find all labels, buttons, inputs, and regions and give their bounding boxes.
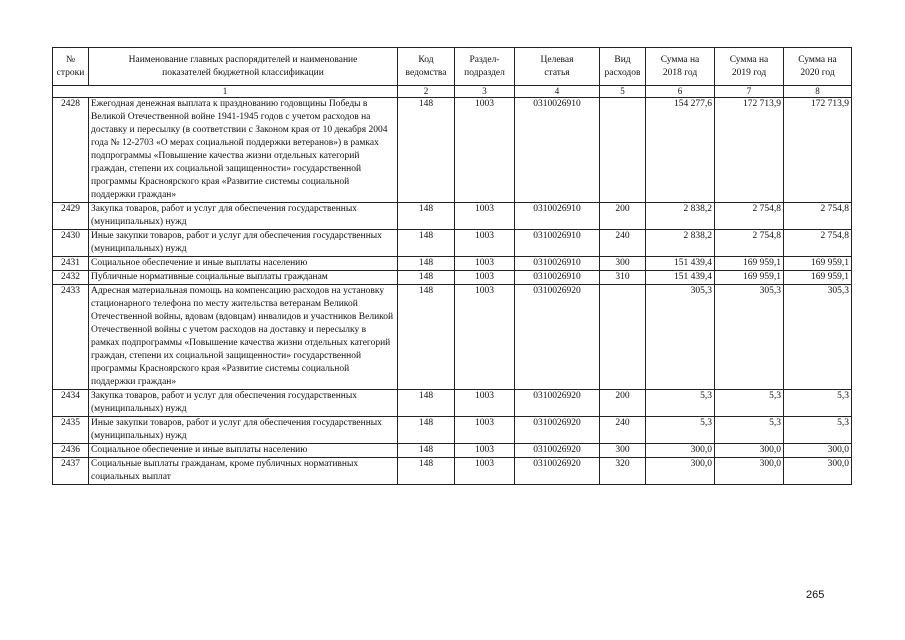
row-sum-2018: 151 439,4 — [646, 271, 715, 285]
column-number: 1 — [53, 86, 398, 98]
row-dept-code: 148 — [398, 98, 455, 203]
row-dept-code: 148 — [398, 285, 455, 390]
header-sum-2020 — [784, 48, 852, 86]
row-target: 0310026920 — [515, 444, 600, 458]
row-section: 1003 — [455, 257, 515, 271]
row-kind: 300 — [600, 257, 646, 271]
row-number: 2435 — [53, 417, 89, 444]
row-name: Публичные нормативные социальные выплаты гражданам — [89, 271, 398, 285]
row-dept-code: 148 — [398, 257, 455, 271]
header-text: ведомства — [405, 67, 447, 78]
header-text: Код — [418, 54, 434, 65]
row-number: 2428 — [53, 98, 89, 203]
row-sum-2020: 300,0 — [784, 458, 852, 485]
row-kind: 240 — [600, 230, 646, 257]
row-kind: 310 — [600, 271, 646, 285]
header-text: подраздел — [464, 67, 505, 78]
row-sum-2018: 2 838,2 — [646, 230, 715, 257]
column-number: 7 — [715, 86, 784, 98]
row-sum-2018: 300,0 — [646, 458, 715, 485]
table-row — [53, 203, 852, 230]
column-number: 8 — [784, 86, 852, 98]
row-sum-2020: 300,0 — [784, 444, 852, 458]
header-dept-code — [398, 48, 455, 86]
table-row — [53, 444, 852, 458]
row-number: 2429 — [53, 203, 89, 230]
header-text: статья — [544, 67, 570, 78]
header-name — [89, 48, 398, 86]
row-number: 2437 — [53, 458, 89, 485]
row-name: Социальное обеспечение и иные выплаты населению — [89, 257, 398, 271]
row-sum-2018: 154 277,6 — [646, 98, 715, 203]
budget-table — [52, 47, 852, 485]
row-sum-2018: 305,3 — [646, 285, 715, 390]
header-target — [515, 48, 600, 86]
row-sum-2020: 5,3 — [784, 417, 852, 444]
row-number: 2433 — [53, 285, 89, 390]
row-target: 0310026910 — [515, 230, 600, 257]
row-kind: 320 — [600, 458, 646, 485]
header-text: расходов — [604, 67, 641, 78]
header-text: показателей бюджетной классификации — [162, 67, 324, 78]
row-section: 1003 — [455, 271, 515, 285]
column-number: 2 — [398, 86, 455, 98]
row-sum-2019: 169 959,1 — [715, 271, 784, 285]
row-section: 1003 — [455, 230, 515, 257]
row-sum-2020: 2 754,8 — [784, 230, 852, 257]
header-row — [53, 48, 852, 86]
row-number: 2430 — [53, 230, 89, 257]
header-row-number — [53, 48, 89, 86]
row-section: 1003 — [455, 203, 515, 230]
row-dept-code: 148 — [398, 271, 455, 285]
row-name: Иные закупки товаров, работ и услуг для обеспечения государственных (муниципальных) нужд — [89, 230, 398, 257]
table-row — [53, 257, 852, 271]
table-row — [53, 390, 852, 417]
header-text: 2018 год — [662, 67, 698, 78]
row-sum-2018: 300,0 — [646, 444, 715, 458]
row-kind: 300 — [600, 444, 646, 458]
row-sum-2018: 151 439,4 — [646, 257, 715, 271]
row-target: 0310026910 — [515, 203, 600, 230]
table-row — [53, 230, 852, 257]
row-dept-code: 148 — [398, 417, 455, 444]
row-sum-2020: 5,3 — [784, 390, 852, 417]
header-sum-2019 — [715, 48, 784, 86]
row-section: 1003 — [455, 285, 515, 390]
table-row — [53, 98, 852, 203]
row-name: Закупка товаров, работ и услуг для обеспечения государственных (муниципальных) нужд — [89, 390, 398, 417]
row-target: 0310026920 — [515, 458, 600, 485]
row-sum-2020: 2 754,8 — [784, 203, 852, 230]
row-section: 1003 — [455, 417, 515, 444]
row-sum-2019: 5,3 — [715, 390, 784, 417]
row-sum-2018: 5,3 — [646, 417, 715, 444]
header-text: № — [65, 54, 76, 65]
row-number: 2436 — [53, 444, 89, 458]
row-sum-2019: 305,3 — [715, 285, 784, 390]
row-name: Социальные выплаты гражданам, кроме публичных нормативных социальных выплат — [89, 458, 398, 485]
column-number: 3 — [455, 86, 515, 98]
header-text: 2019 год — [731, 67, 767, 78]
row-sum-2019: 300,0 — [715, 444, 784, 458]
header-text: Наименование главных распорядителей и наименование — [128, 54, 358, 65]
header-text: Вид — [614, 54, 631, 65]
row-number: 2432 — [53, 271, 89, 285]
row-target: 0310026910 — [515, 257, 600, 271]
header-text: Сумма на — [729, 54, 769, 65]
row-dept-code: 148 — [398, 203, 455, 230]
row-target: 0310026910 — [515, 98, 600, 203]
table-row — [53, 417, 852, 444]
row-target: 0310026920 — [515, 285, 600, 390]
row-section: 1003 — [455, 98, 515, 203]
row-name: Ежегодная денежная выплата к празднованию годовщины Победы в Великой Отечественной войне 1941-1945 годов с учетом расходов на доставку и пересылку (в соответствии с Законом края от 10 декабря 2004 года № 12-2703 «О мерах социальной поддержки ветеранов») в рамках подпрограммы «Повышение качества жизни отдельных категорий граждан, степени их социальной защищенности» государственной программы Красноярского края «Развитие системы социальной поддержки граждан» — [89, 98, 398, 203]
header-text: Раздел- — [469, 54, 500, 65]
row-sum-2019: 2 754,8 — [715, 203, 784, 230]
column-number: 5 — [600, 86, 646, 98]
table-row — [53, 285, 852, 390]
table-row — [53, 271, 852, 285]
row-sum-2019: 2 754,8 — [715, 230, 784, 257]
table-row — [53, 458, 852, 485]
row-sum-2018: 2 838,2 — [646, 203, 715, 230]
row-sum-2020: 169 959,1 — [784, 257, 852, 271]
row-dept-code: 148 — [398, 458, 455, 485]
page-number: 265 — [806, 589, 825, 601]
row-dept-code: 148 — [398, 390, 455, 417]
row-number: 2431 — [53, 257, 89, 271]
header-section — [455, 48, 515, 86]
column-number: 6 — [646, 86, 715, 98]
row-sum-2019: 169 959,1 — [715, 257, 784, 271]
header-text: строки — [56, 67, 85, 78]
header-text: Сумма на — [660, 54, 700, 65]
column-number: 4 — [515, 86, 600, 98]
row-kind: 240 — [600, 417, 646, 444]
row-dept-code: 148 — [398, 444, 455, 458]
header-text: Сумма на — [798, 54, 837, 65]
header-kind — [600, 48, 646, 86]
header-text: 2020 год — [800, 67, 835, 78]
row-name: Социальное обеспечение и иные выплаты населению — [89, 444, 398, 458]
row-kind: 200 — [600, 203, 646, 230]
row-sum-2019: 172 713,9 — [715, 98, 784, 203]
row-sum-2018: 5,3 — [646, 390, 715, 417]
row-kind — [600, 285, 646, 390]
row-name: Адресная материальная помощь на компенсацию расходов на установку стационарного телефона по месту жительства ветеранам Великой Отечественной войны, вдовам (вдовцам) инвалидов и участников Великой Отечественной войны с учетом расходов на доставку и пересылку в рамках подпрограммы «Повышение качества жизни отдельных категорий граждан, степени их социальной защищенности» государственной программы Красноярского края «Развитие системы социальной поддержки граждан» — [89, 285, 398, 390]
row-dept-code: 148 — [398, 230, 455, 257]
header-sum-2018 — [646, 48, 715, 86]
row-section: 1003 — [455, 444, 515, 458]
row-target: 0310026920 — [515, 417, 600, 444]
header-text: Целевая — [540, 54, 574, 65]
row-sum-2020: 305,3 — [784, 285, 852, 390]
row-target: 0310026910 — [515, 271, 600, 285]
row-kind: 200 — [600, 390, 646, 417]
row-sum-2020: 169 959,1 — [784, 271, 852, 285]
row-section: 1003 — [455, 390, 515, 417]
row-name: Закупка товаров, работ и услуг для обеспечения государственных (муниципальных) нужд — [89, 203, 398, 230]
row-sum-2020: 172 713,9 — [784, 98, 852, 203]
row-target: 0310026920 — [515, 390, 600, 417]
row-kind — [600, 98, 646, 203]
row-sum-2019: 300,0 — [715, 458, 784, 485]
row-name: Иные закупки товаров, работ и услуг для обеспечения государственных (муниципальных) нужд — [89, 417, 398, 444]
row-section: 1003 — [455, 458, 515, 485]
row-sum-2019: 5,3 — [715, 417, 784, 444]
column-number-row — [53, 86, 852, 98]
row-number: 2434 — [53, 390, 89, 417]
